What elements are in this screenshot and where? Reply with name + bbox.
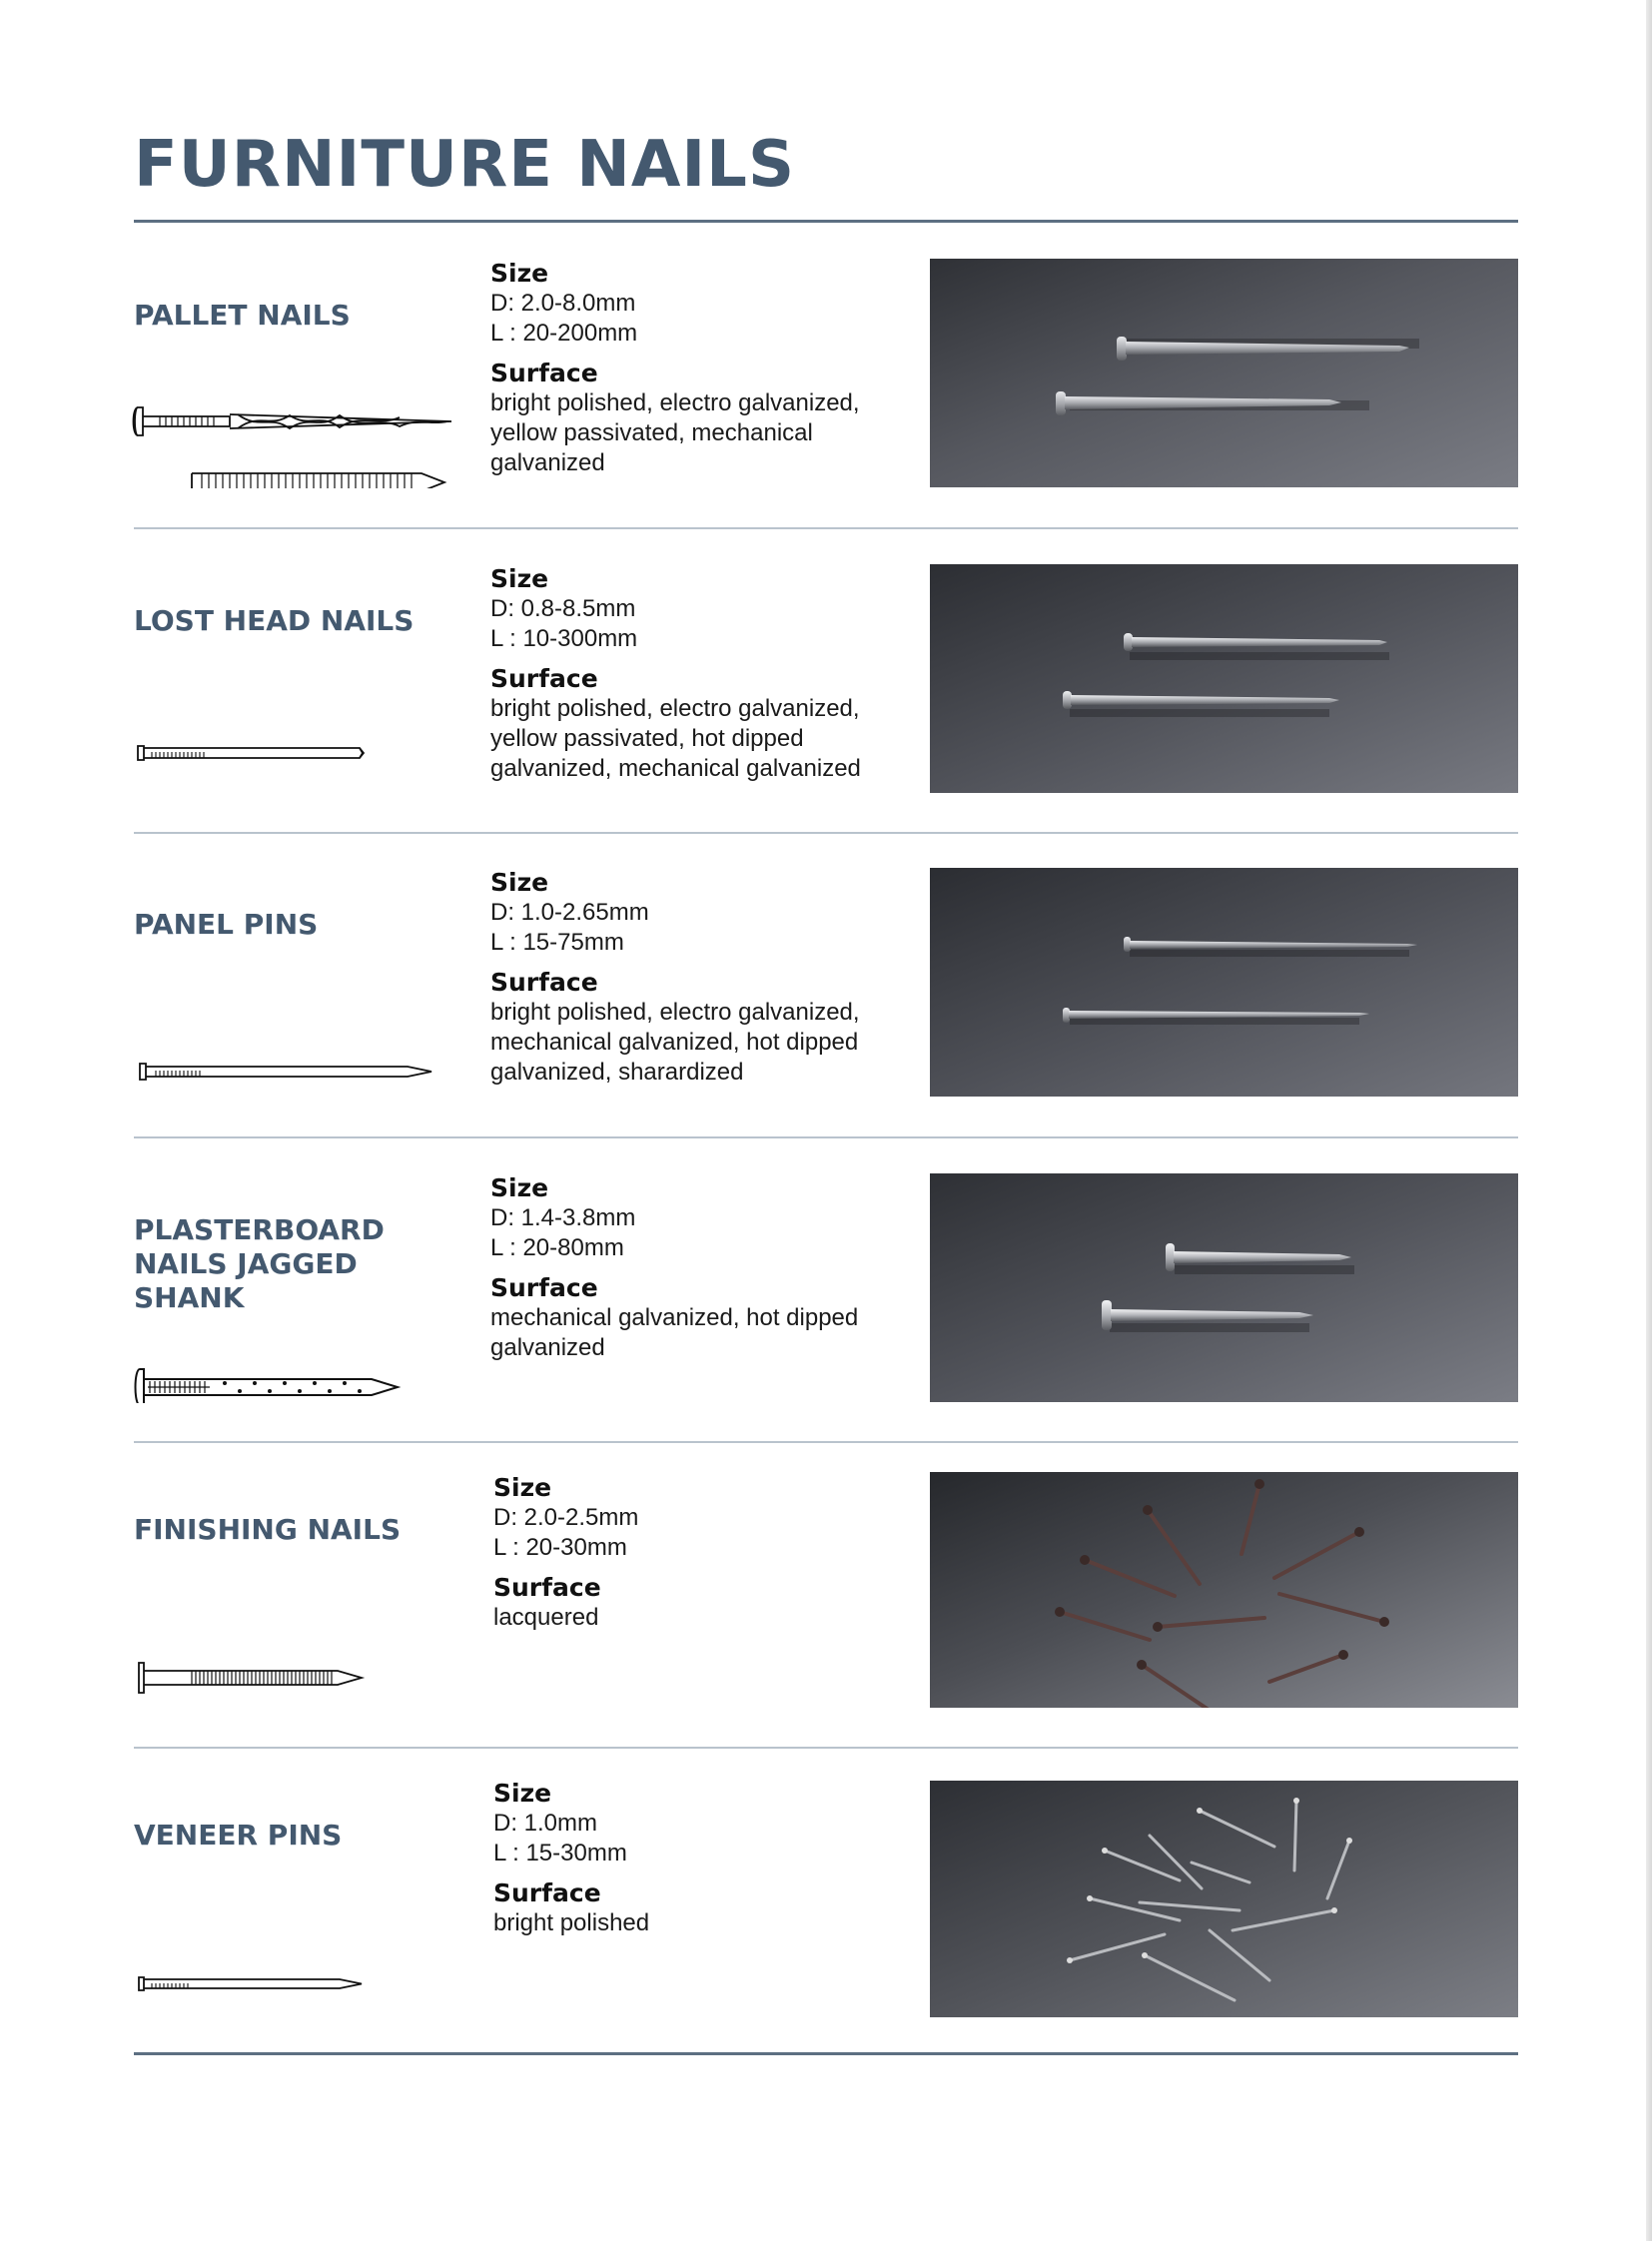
length-value: L : 20-80mm <box>490 1234 624 1261</box>
product-name: FINISHING NAILS <box>134 1513 402 1546</box>
product-specs <box>490 1173 930 1363</box>
row-divider <box>134 1747 1518 1749</box>
surface-value: bright polished, electro galvanized, mechanical galvanized, hot dipped galvanized, sharardized <box>490 999 860 1086</box>
surface-value: bright polished, electro galvanized, yellow passivated, hot dipped galvanized, mechanical galvanized <box>490 695 861 782</box>
size-heading: Size <box>490 259 549 288</box>
diameter-value: D: 1.0-2.65mm <box>490 899 649 926</box>
diameter-value: D: 1.4-3.8mm <box>490 1204 636 1231</box>
row-divider <box>134 1441 1518 1443</box>
surface-value: lacquered <box>493 1604 599 1631</box>
twisted-shank-nail-icon <box>130 378 469 488</box>
surface-heading: Surface <box>490 359 598 387</box>
product-name: PALLET NAILS <box>134 299 351 332</box>
surface-heading: Surface <box>490 1273 598 1302</box>
veneer-pin-icon <box>130 1898 469 2008</box>
product-specs <box>493 1473 933 1633</box>
panel-pins-photo <box>930 868 1518 1097</box>
size-heading: Size <box>493 1779 552 1808</box>
finishing-nail-icon <box>130 1593 469 1703</box>
length-value: L : 10-300mm <box>490 625 638 652</box>
surface-value: bright polished, electro galvanized, yellow passivated, mechanical galvanized <box>490 389 860 476</box>
size-heading: Size <box>490 1173 549 1202</box>
panel-pin-icon <box>130 988 469 1098</box>
surface-heading: Surface <box>493 1573 601 1602</box>
product-name: PANEL PINS <box>134 908 319 941</box>
length-value: L : 15-75mm <box>490 929 624 956</box>
product-row-lost-head-nails <box>0 564 1652 870</box>
bottom-divider <box>134 2052 1518 2055</box>
product-row-panel-pins <box>0 868 1652 1173</box>
diameter-value: D: 2.0-8.0mm <box>490 290 636 317</box>
pallet-nails-photo <box>930 259 1518 487</box>
jagged-shank-nail-icon <box>130 1293 469 1403</box>
finishing-nails-photo <box>930 1472 1518 1708</box>
product-row-veneer-pins <box>0 1779 1652 2084</box>
title-divider <box>134 220 1518 223</box>
size-heading: Size <box>490 564 549 593</box>
size-heading: Size <box>490 868 549 897</box>
product-name: LOST HEAD NAILS <box>134 604 414 637</box>
lost-head-nails-photo <box>930 564 1518 793</box>
diameter-value: D: 1.0mm <box>493 1810 598 1837</box>
row-divider <box>134 527 1518 529</box>
surface-value: mechanical galvanized, hot dipped galvanized <box>490 1304 859 1361</box>
product-specs <box>493 1779 933 1938</box>
surface-value: bright polished <box>493 1909 650 1936</box>
lost-head-nail-icon <box>130 684 469 794</box>
surface-heading: Surface <box>493 1878 601 1907</box>
surface-heading: Surface <box>490 968 598 997</box>
product-name: VENEER PINS <box>134 1819 343 1852</box>
surface-heading: Surface <box>490 664 598 693</box>
length-value: L : 20-200mm <box>490 320 638 347</box>
product-name: PLASTERBOARD NAILS JAGGED SHANK <box>134 1213 385 1314</box>
product-specs <box>490 259 930 478</box>
length-value: L : 15-30mm <box>493 1840 627 1867</box>
length-value: L : 20-30mm <box>493 1534 627 1561</box>
veneer-pins-photo <box>930 1781 1518 2017</box>
product-specs <box>490 868 930 1088</box>
page-title: FURNITURE NAILS <box>134 128 796 202</box>
row-divider <box>134 1136 1518 1138</box>
product-row-finishing-nails <box>0 1473 1652 1779</box>
product-specs <box>490 564 930 784</box>
size-heading: Size <box>493 1473 552 1502</box>
row-divider <box>134 832 1518 834</box>
product-row-plasterboard-nails <box>0 1173 1652 1479</box>
product-row-pallet-nails <box>0 259 1652 564</box>
diameter-value: D: 0.8-8.5mm <box>490 595 636 622</box>
plasterboard-nails-photo <box>930 1173 1518 1402</box>
diameter-value: D: 2.0-2.5mm <box>493 1504 639 1531</box>
